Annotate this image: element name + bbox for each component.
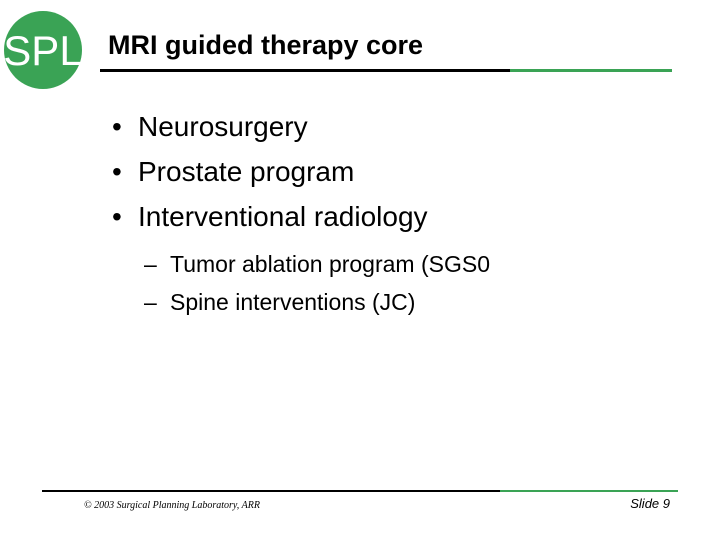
bullet-item xyxy=(112,110,308,144)
logo-text: SPL xyxy=(3,27,83,74)
sub-bullet-item xyxy=(144,288,415,316)
sub-bullet-marker: – xyxy=(144,251,157,277)
footer-divider-accent xyxy=(500,490,678,492)
slide-number: Slide 9 xyxy=(630,496,670,511)
sub-bullet-marker: – xyxy=(144,289,157,315)
footer-divider xyxy=(42,490,500,492)
bullet-item xyxy=(112,155,354,189)
bullet-marker: • xyxy=(112,111,122,142)
sub-bullet-text: Spine interventions (JC) xyxy=(170,289,416,315)
sub-bullet-text: Tumor ablation program (SGS0 xyxy=(170,251,491,277)
sub-bullet-item xyxy=(144,250,490,278)
slide-title: MRI guided therapy core xyxy=(108,30,424,60)
bullet-text: Interventional radiology xyxy=(138,201,428,232)
copyright-notice: © 2003 Surgical Planning Laboratory, ARR xyxy=(84,500,260,511)
bullet-text: Neurosurgery xyxy=(138,111,308,142)
bullet-text: Prostate program xyxy=(138,156,355,187)
bullet-marker: • xyxy=(112,156,122,187)
bullet-marker: • xyxy=(112,201,122,232)
bullet-item xyxy=(112,200,428,234)
